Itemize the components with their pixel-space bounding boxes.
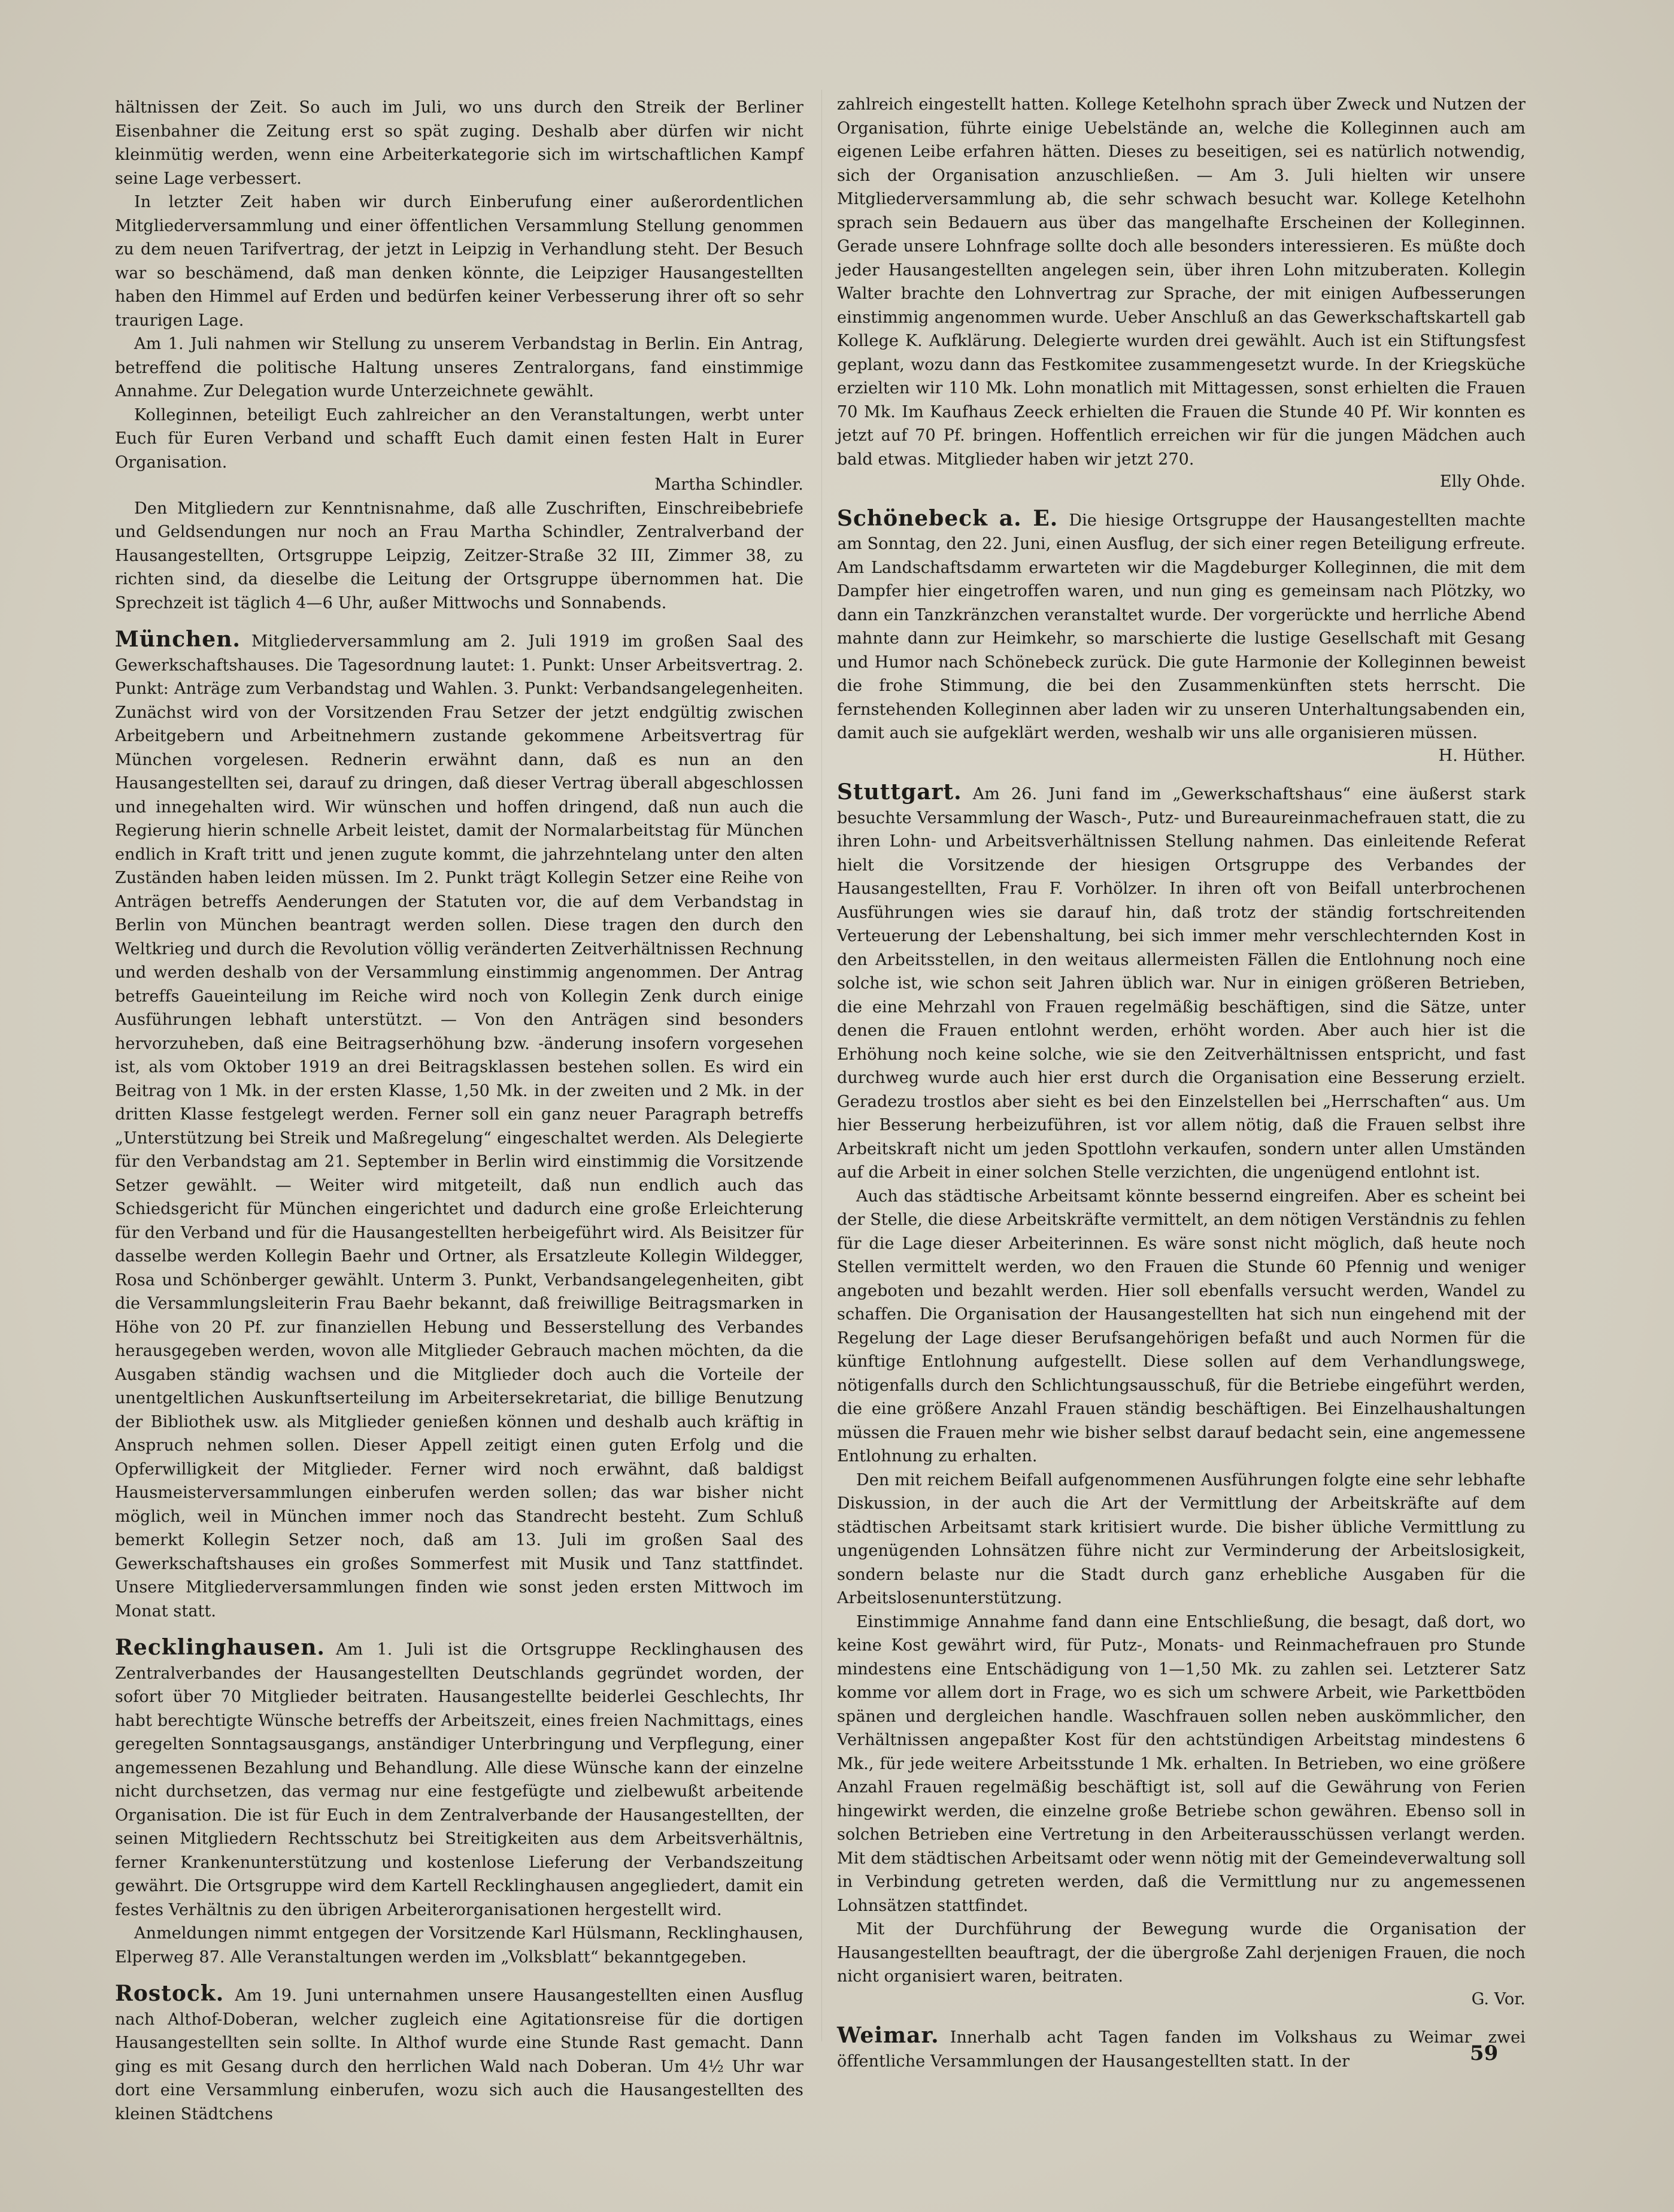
- paragraph: Am 1. Juli nahmen wir Stellung zu unserem Verbandstag in Berlin. Ein Antrag, betreffend die politische Haltung unseres Zentralorgans, fand einstimmige Annahme. Zur Delegation wurde Unterzeichnete gewählt.: [115, 335, 803, 400]
- paragraph: In letzter Zeit haben wir durch Einberufung einer außerordentlichen Mitgliederversammlung und einer öffentlichen Versammlung Stellung genommen zu dem neuen Tarifvertrag, der jetzt in Leipzig in Verhandlung steht. Der Besuch war so beschämend, daß man denken könnte, die Leipziger Hausangestellten haben den Himmel auf Erden und bedürfen keiner Verbesserung ihrer oft so sehr traurigen Lage.: [115, 193, 803, 330]
- paragraph: zahlreich eingestellt hatten. Kollege Ketelhohn sprach über Zweck und Nutzen der Organisation, führte einige Uebelstände an, welche die Kolleginnen auch am eigenen Leibe erfahren hätten. Dieses zu beseitigen, sei es natürlich notwendig, sich der Organisation anzuschließen. — Am 3. Juli hielten wir unsere Mitgliederversammlung ab, die sehr schwach besucht war. Kollege Ketelhohn sprach sein Bedauern aus über das mangelhafte Erscheinen der Kolleginnen. Gerade unsere Lohnfrage sollte doch alle besonders interessieren. Es müßte doch jeder Hausangestellten angelegen sein, über ihren Lohn mitzuberaten. Kollegin Walter brachte den Lohnvertrag zur Sprache, der mit einigen Aufbesserungen einstimmig angenommen wurde. Ueber Anschluß an das Gewerkschaftskartell gab Kollege K. Aufklärung. Delegierte wurden drei gewählt. Auch ist ein Stiftungsfest geplant, wozu dann das Festkomitee zusammengesetzt wurde. In der Kriegsküche erzielten wir 110 Mk. Lohn monatlich mit Mittagessen, sonst erhielten die Frauen 70 Mk. Im Kaufhaus Zeeck erhielten die Frauen die Stunde 40 Pf. Wir konnten es jetzt auf 70 Pf. bringen. Hoffentlich erreichen wir für die jungen Mädchen auch bald etwas. Mitglieder haben wir jetzt 270.: [837, 95, 1526, 469]
- column-divider: [821, 90, 822, 2041]
- notice-paragraph: Den Mitgliedern zur Kenntnisnahme, daß alle Zuschriften, Einschreibebriefe und Geldsendungen nur noch an Frau Martha Schindler, Zentralverband der Hausangestellten, Ortsgruppe Leipzig, Zeitzer-Straße 32 III, Zimmer 38, zu richten sind, da dieselbe die Leitung der Ortsgruppe übernommen hat. Die Sprechzeit ist täglich 4—6 Uhr, außer Mittwochs und Sonnabends.: [115, 499, 803, 612]
- section-schoenebeck: [837, 507, 1526, 745]
- section-muenchen: [115, 628, 803, 1623]
- signature: H. Hüther.: [1438, 746, 1526, 765]
- section-stuttgart: [837, 781, 1526, 1185]
- signature: Martha Schindler.: [654, 475, 803, 494]
- paragraph: Innerhalb acht Tagen fanden im Volkshaus zu Weimar zwei öffentliche Versammlungen der Hausangestellten statt. In der: [837, 2028, 1526, 2071]
- section-heading: Schönebeck a. E.: [837, 505, 1059, 531]
- page-number: 59: [1470, 2041, 1499, 2065]
- paragraph: Am 19. Juni unternahmen unsere Hausangestellten einen Ausflug nach Althof-Doberan, welcher zugleich eine Agitationsreise für die dortigen Hausangestellten sein sollte. In Althof wurde eine Stunde Rast gemacht. Dann ging es mit Gesang durch den herrlichen Wald nach Doberan. Um 4½ Uhr war dort eine Versammlung einberufen, wozu sich auch die Hausangestellten des kleinen Städtchens: [115, 1986, 803, 2123]
- paragraph: Mitgliederversammlung am 2. Juli 1919 im großen Saal des Gewerkschaftshauses. Die Tagesordnung lautet: 1. Punkt: Unser Arbeitsvertrag. 2. Punkt: Anträge zum Verbandstag und Wahlen. 3. Punkt: Verbandsangelegenheiten. Zunächst wird von der Vorsitzenden Frau Setzer der jetzt endgültig zwischen Arbeitgebern und Arbeitnehmern zustande gekommene Arbeitsvertrag für München vorgelesen. Rednerin erwähnt dann, daß es nun an den Hausangestellten sei, darauf zu dringen, daß dieser Vertrag überall abgeschlossen und innegehalten wird. Wir wünschen und hoffen dringend, daß nun auch die Regierung hierin schnelle Arbeit leistet, damit der Normalarbeitstag für München endlich in Kraft tritt und jenen zugute kommt, die jahrzehntelang unter den alten Zuständen haben leiden müssen. Im 2. Punkt trägt Kollegin Setzer eine Reihe von Anträgen betreffs Aenderungen der Statuten vor, die auf dem Verbandstag in Berlin von München beantragt werden sollen. Diese tragen den durch den Weltkrieg und durch die Revolution völlig veränderten Zeitverhältnissen Rechnung und werden deshalb von der Versammlung einstimmig angenommen. Der Antrag betreffs Gaueinteilung im Reiche wird noch von Kollegin Zenk durch einige Ausführungen lebhaft unterstützt. — Von den Anträgen sind besonders hervorzuheben, daß eine Beitragserhöhung bzw. -änderung insofern vorgesehen ist, als vom Oktober 1919 an drei Beitragsklassen bestehen sollen. Es wird ein Beitrag von 1 Mk. in der ersten Klasse, 1,50 Mk. in der zweiten und 2 Mk. in der dritten Klasse festgelegt werden. Ferner soll ein ganz neuer Paragraph betreffs „Unterstützung bei Streik und Maßregelung“ eingeschaltet werden. Als Delegierte für den Verbandstag am 21. September in Berlin wird einstimmig die Vorsitzende Setzer gewählt. — Weiter wird mitgeteilt, daß nun endlich auch das Schiedsgericht für München eingerichtet und dadurch eine große Erleichterung für den Verband und für die Hausangestellten herbeigeführt wird. Als Beisitzer für dasselbe werden Kollegin Baehr und Ortner, als Ersatzleute Kollegin Wildegger, Rosa und Schönberger gewählt. Unterm 3. Punkt, Verbandsangelegenheiten, gibt die Versammlungsleiterin Frau Baehr bekannt, daß freiwillige Beitragsmarken in Höhe von 20 Pf. zur finanziellen Hebung und Besserstellung des Verbandes herausgegeben werden, wovon alle Mitglieder Gebrauch machen möchten, da die Ausgaben ständig wachsen und die Mitglieder doch auch die Vorteile der unentgeltlichen Auskunftserteilung im Arbeitersekretariat, die billige Benutzung der Bibliothek usw. als Mitglieder genießen können und deshalb auch kräftig in Anspruch nehmen sollen. Dieser Appell zeitigt einen guten Erfolg und die Opferwilligkeit der Mitglieder. Ferner wird noch erwähnt, daß baldigst Hausmeisterversammlungen einberufen werden sollen; das war bisher nicht möglich, weil in München immer noch das Standrecht besteht. Zum Schluß bemerkt Kollegin Setzer noch, daß am 13. Juli im großen Saal des Gewerkschaftshauses ein großes Sommerfest mit Musik und Tanz stattfindet. Unsere Mitgliederversammlungen finden wie sonst jeden ersten Mittwoch im Monat statt.: [115, 632, 803, 1621]
- section-weimar: [837, 2024, 1526, 2073]
- section-heading: Recklinghausen.: [115, 1635, 325, 1660]
- paragraph: Am 26. Juni fand im „Gewerkschaftshaus“ eine äußerst stark besuchte Versammlung der Wasch-, Putz- und Bureaureinmachefrauen statt, die zu ihren Lohn- und Arbeitsverhältnissen Stellung nahmen. Das einleitende Referat hielt die Vorsitzende der hiesigen Ortsgruppe des Verbandes der Hausangestellten, Frau F. Vorhölzer. In ihren oft von Beifall unterbrochenen Ausführungen wies sie darauf hin, daß trotz der ständig fortschreitenden Verteuerung der Lebenshaltung, bei sich immer mehr verschlechternden Kost in den Arbeitsstellen, in den weitaus allermeisten Fällen die Entlohnung noch eine solche ist, wie schon seit Jahren üblich war. Nur in einigen größeren Betrieben, die eine Mehrzahl von Frauen regelmäßig beschäftigen, sind die Sätze, unter denen die Frauen entlohnt werden, erhöht worden. Aber auch hier ist die Erhöhung noch keine solche, wie sie den Zeitverhältnissen entspricht, und fast durchweg wurde auch hier erst durch die Organisation eine Besserung erzielt. Geradezu trostlos aber sieht es bei den Einzelstellen bei „Herrschaften“ aus. Um hier Besserung herbeizuführen, ist vor allem nötig, daß die Frauen selbst ihre Arbeitskraft nicht um jeden Spottlohn verkaufen, sondern unter allen Umständen auf die Arbeit in einer solchen Stelle verzichten, die ungenügend entlohnt ist.: [837, 785, 1526, 1182]
- section-heading: Stuttgart.: [837, 779, 962, 805]
- paragraph: Anmeldungen nimmt entgegen der Vorsitzende Karl Hülsmann, Recklinghausen, Elperweg 87. Alle Veranstaltungen werden im „Volksblatt“ bekanntgegeben.: [115, 1924, 803, 1967]
- paragraph: Auch das städtische Arbeitsamt könnte bessernd eingreifen. Aber es scheint bei der Stelle, die diese Arbeitskräfte vermittelt, an dem nötigen Verständnis zu fehlen für die Lage dieser Arbeiterinnen. Es wäre sonst nicht möglich, daß heute noch Stellen vermittelt werden, wo den Frauen die Stunde 60 Pfennig und weniger angeboten und bezahlt werden. Hier soll ebenfalls versucht werden, Wandel zu schaffen. Die Organisation der Hausangestellten hat sich nun eingehend mit der Regelung der Lage dieser Berufsangehörigen befaßt und auch Normen für die künftige Entlohnung aufgestellt. Diese sollen auf dem Verhandlungswege, nötigenfalls durch den Schlichtungsausschuß, für die Betriebe eingeführt werden, die eine größere Anzahl Frauen ständig beschäftigen. Bei Einzelhaushaltungen müssen die Frauen mehr wie bisher selbst darauf bedacht sein, eine angemessene Entlohnung zu erhalten.: [837, 1187, 1526, 1465]
- section-recklinghausen: [115, 1636, 803, 1922]
- section-heading: München.: [115, 627, 241, 652]
- paragraph: Am 1. Juli ist die Ortsgruppe Recklinghausen des Zentralverbandes der Hausangestellten Deutschlands gegründet worden, der sofort über 70 Mitglieder beitraten. Hausangestellte beiderlei Geschlechts, Ihr habt berechtigte Wünsche betreffs der Arbeitszeit, eines freien Nachmittags, eines geregelten Sonntagsausgangs, anständiger Unterbringung und Verpflegung, einer angemessenen Bezahlung und Behandlung. Alle diese Wünsche kann der einzelne nicht durchsetzen, das vermag nur eine festgefügte und zielbewußt arbeitende Organisation. Die ist für Euch in dem Zentralverbande der Hausangestellten, der seinen Mitgliedern Rechtsschutz bei Streitigkeiten aus dem Arbeitsverhältnis, ferner Krankenunterstützung und kostenlose Lieferung der Verbandszeitung gewährt. Die Ortsgruppe wird dem Kartell Recklinghausen angegliedert, damit ein festes Verhältnis zu den übrigen Arbeiterorganisationen hergestellt wird.: [115, 1640, 803, 1919]
- paragraph: Mit der Durchführung der Bewegung wurde die Organisation der Hausangestellten beauftragt, der die übergroße Zahl derjenigen Frauen, die noch nicht organisiert waren, beitraten.: [837, 1920, 1526, 1986]
- right-column: [837, 93, 1526, 2073]
- paragraph: Die hiesige Ortsgruppe der Hausangestellten machte am Sonntag, den 22. Juni, einen Ausflug, der sich einer regen Beteiligung erfreute. Am Landschaftsdamm erwarteten wir die Magdeburger Kolleginnen, die mit dem Dampfer hier eingetroffen waren, und nun ging es gemeinsam nach Plötzky, wo dann ein Tanzkränzchen veranstaltet wurde. Der vorgerückte und herrliche Abend mahnte dann zur Heimkehr, so marschierte die lustige Gesellschaft mit Gesang und Humor nach Schönebeck zurück. Die gute Harmonie der Kolleginnen beweist die frohe Stimmung, die bei den Zusammenkünften stets herrscht. Die fernstehenden Kolleginnen aber laden wir zu unseren Unterhaltungsabenden ein, damit auch sie aufgeklärt werden, weshalb wir uns alle organisieren müssen.: [837, 511, 1526, 742]
- section-rostock: [115, 1982, 803, 2126]
- signature: G. Vor.: [1471, 1989, 1526, 2008]
- section-heading: Rostock.: [115, 1981, 225, 2006]
- left-column: [115, 96, 803, 2126]
- paragraph: Einstimmige Annahme fand dann eine Entschließung, die besagt, daß dort, wo keine Kost gewährt wird, für Putz-, Monats- und Reinmachefrauen pro Stunde mindestens eine Entschädigung von 1—1,50 Mk. zu zahlen sei. Letzterer Satz komme vor allem dort in Frage, wo es sich um schwere Arbeit, wie Parkettböden spänen und dergleichen handle. Waschfrauen sollen neben auskömmlicher, den Verhältnissen angepaßter Kost für den achtstündigen Arbeitstag mindestens 6 Mk., für jede weitere Arbeitsstunde 1 Mk. erhalten. In Betrieben, wo eine größere Anzahl Frauen regelmäßig beschäftigt ist, soll auf die Gewährung von Ferien hingewirkt werden, die einzelne große Betriebe schon gewähren. Ebenso soll in solchen Betrieben eine Vertretung in den Arbeiterausschüssen verlangt werden. Mit dem städtischen Arbeitsamt oder wenn nötig mit der Gemeindeverwaltung soll in Verbindung getreten werden, daß die Vermittlung nur zu angemessenen Lohnsätzen stattfindet.: [837, 1612, 1526, 1915]
- paragraph: hältnissen der Zeit. So auch im Juli, wo uns durch den Streik der Berliner Eisenbahner die Zeitung erst so spät zuging. Deshalb aber dürfen wir nicht kleinmütig werden, wenn eine Arbeiterkategorie sich im wirtschaftlichen Kampf seine Lage verbessert.: [115, 98, 803, 188]
- paragraph: Den mit reichem Beifall aufgenommenen Ausführungen folgte eine sehr lebhafte Diskussion, in der auch die Art der Vermittlung der Arbeitskräfte auf dem städtischen Arbeitsamt stark kritisiert wurde. Die bisher übliche Vermittlung zu ungenügenden Lohnsätzen führe nicht zur Verminderung der Arbeitslosigkeit, sondern belaste nur die Stadt durch ganz erhebliche Ausgaben für die Arbeitslosenunterstützung.: [837, 1470, 1526, 1607]
- paragraph: Kolleginnen, beteiligt Euch zahlreicher an den Veranstaltungen, werbt unter Euch für Euren Verband und schafft Euch damit einen festen Halt in Eurer Organisation.: [115, 405, 803, 472]
- section-heading: Weimar.: [837, 2023, 939, 2048]
- signature: Elly Ohde.: [1439, 472, 1526, 491]
